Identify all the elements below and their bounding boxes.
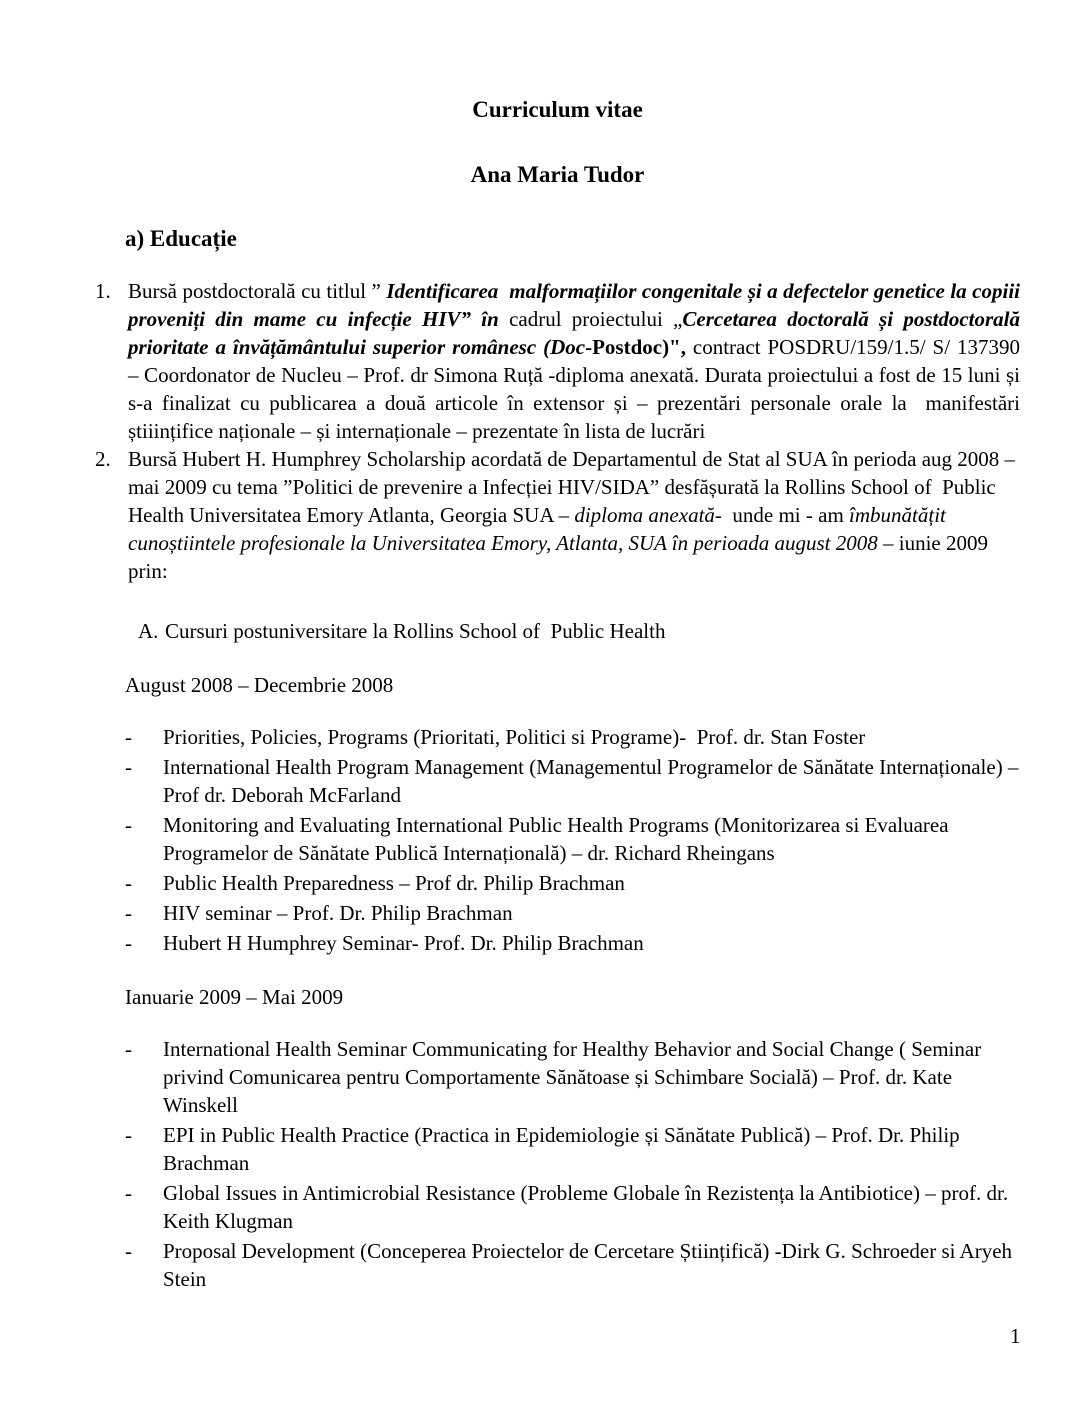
bullet-dash: - [125, 725, 132, 749]
subsection-a-marker: A. [138, 619, 159, 643]
course-text: Monitoring and Evaluating International Public Health Programs (Monitorizarea si Evaluarea Programelor de Sănătate Publică Internațională) – dr. Richard Rheingans [163, 813, 954, 865]
text-segment: Bursă Hubert H. Humphrey Scholarship acordată de Departamentul de Stat al SUA în perioda aug 2008 – mai 2009 cu tema ”Politici de prevenire a Infecției HIV/SIDA” desfășurată la Rollins School of Public Health Universitatea Emory Atlanta, Georgia SUA – [128, 447, 1021, 527]
list-item [95, 723, 1020, 751]
text-segment: Identificarea malformațiilor congenitale și a defectelor genetice la copiii proveniți din mame cu infecție HIV” în [128, 279, 1026, 331]
text-segment: diploma anexată- [574, 503, 722, 527]
list-item [95, 1035, 1020, 1119]
list-item [95, 929, 1020, 957]
item-number: 1. [95, 279, 111, 303]
date-range-fall-2008: August 2008 – Decembrie 2008 [125, 673, 394, 697]
numbered-item [95, 445, 1020, 585]
bullet-dash: - [125, 1239, 132, 1263]
bullet-dash: - [125, 1037, 132, 1061]
list-item [95, 1237, 1020, 1293]
course-text: Global Issues in Antimicrobial Resistance (Probleme Globale în Rezistența la Antibiotice) – prof. dr. Keith Klugman [163, 1181, 1014, 1233]
numbered-list [95, 277, 1026, 585]
course-text: EPI in Public Health Practice (Practica in Epidemiologie și Sănătate Publică) – Prof. Dr. Philip Brachman [163, 1123, 965, 1175]
text-segment: Bursă postdoctorală cu titlul ” [128, 279, 387, 303]
list-item [95, 811, 1020, 867]
course-list-fall-2008 [95, 723, 1024, 957]
document-title: Curriculum vitae [472, 97, 643, 122]
course-text: Priorities, Policies, Programs (Prioritati, Politici si Programe)- Prof. dr. Stan Foster [163, 725, 866, 749]
bullet-dash: - [125, 813, 132, 837]
text-segment: contract POSDRU/159/1.5/ S/ 137390 – Coordonator de Nucleu – Prof. dr Simona Ruță -diploma anexată. Durata proiectului a fost de 15 luni și s-a finalizat cu publicarea a două articole în extensor și – prezentări personale orale la manifestări știiințifice naționale – și internaționale – prezentate în lista de lucrări [128, 335, 1026, 443]
bullet-dash: - [125, 1123, 132, 1147]
course-list-spring-2009 [95, 1035, 1020, 1293]
course-text: International Health Program Management (Managementul Programelor de Sănătate Internaționale) – Prof dr. Deborah McFarland [163, 755, 1024, 807]
item-number: 2. [95, 447, 111, 471]
item-text [128, 445, 1020, 585]
course-text: International Health Seminar Communicating for Healthy Behavior and Social Change ( Seminar privind Comunicarea pentru Comportamente Sănătoase și Schimbare Socială) – Prof. dr. Kate Winskell [163, 1037, 987, 1117]
course-text: Public Health Preparedness – Prof dr. Philip Brachman [163, 871, 625, 895]
bullet-dash: - [125, 931, 132, 955]
list-item [95, 1179, 1020, 1235]
text-segment: Cercetarea doctorală și postdoctorală prioritate a învățământului superior românesc (Doc [128, 307, 1026, 359]
list-item [95, 869, 1020, 897]
section-heading-education: a) Educație [125, 226, 237, 251]
text-segment: îmbunătățit cunoștiintele profesionale la Universitatea Emory, Atlanta, SUA în perioada august 2008 [128, 503, 952, 555]
bullet-dash: - [125, 755, 132, 779]
course-text: HIV seminar – Prof. Dr. Philip Brachman [163, 901, 513, 925]
text-segment: cadrul proiectului „ [509, 307, 683, 331]
list-item [95, 899, 1020, 927]
course-text: Hubert H Humphrey Seminar- Prof. Dr. Philip Brachman [163, 931, 644, 955]
list-item [95, 1121, 1020, 1177]
subsection-a-title: Cursuri postuniversitare la Rollins School of Public Health [165, 619, 666, 643]
page-number: 1 [1010, 1324, 1021, 1348]
text-segment: unde mi - am [721, 503, 850, 527]
bullet-dash: - [125, 1181, 132, 1205]
text-segment: -Postdoc)", [585, 335, 693, 359]
author-name: Ana Maria Tudor [470, 162, 645, 187]
item-text [128, 277, 1026, 445]
text-segment: – iunie 2009 prin: [128, 531, 994, 583]
list-item [95, 753, 1024, 809]
subsection-a-heading [138, 617, 1020, 645]
date-range-spring-2009: Ianuarie 2009 – Mai 2009 [125, 985, 344, 1009]
bullet-dash: - [125, 871, 132, 895]
course-text: Proposal Development (Conceperea Proiectelor de Cercetare Științifică) -Dirk G. Schroeder si Aryeh Stein [163, 1239, 1018, 1291]
numbered-item [95, 277, 1026, 445]
bullet-dash: - [125, 901, 132, 925]
